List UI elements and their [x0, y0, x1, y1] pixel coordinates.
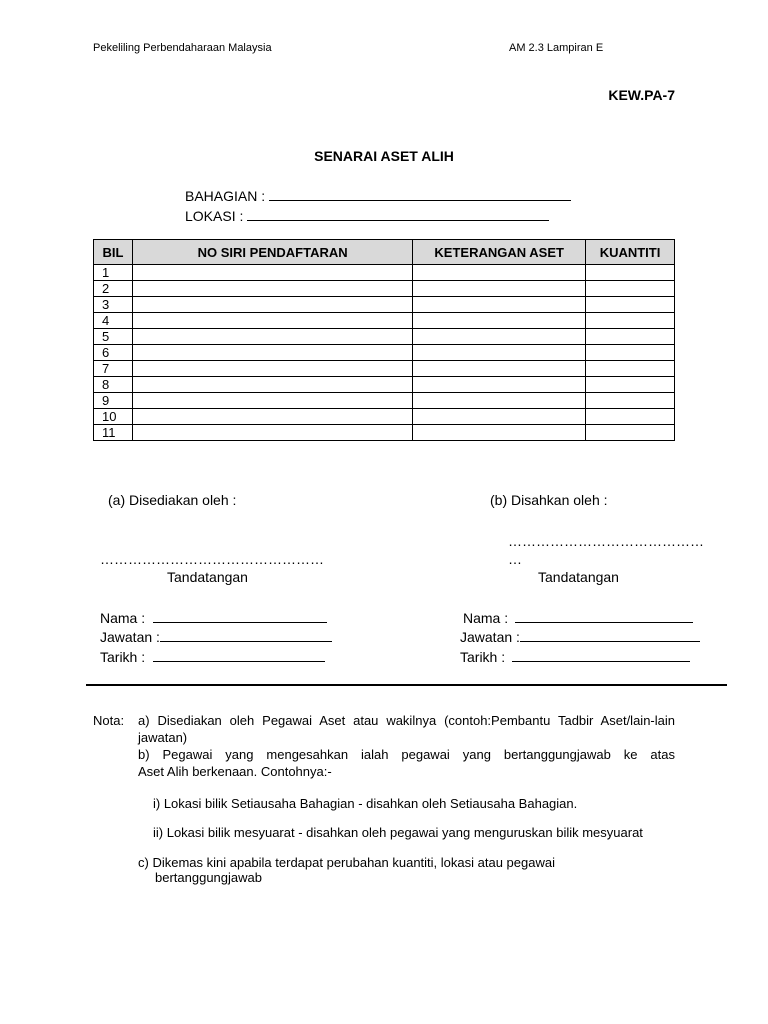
col-header-bil: BIL — [94, 240, 133, 265]
bahagian-blank — [269, 186, 571, 201]
row-number: 3 — [94, 297, 133, 313]
no-siri-cell — [132, 361, 412, 377]
table-row — [94, 281, 675, 297]
col-header-kuantiti: KUANTITI — [586, 240, 675, 265]
table-row — [94, 425, 675, 441]
row-number: 1 — [94, 265, 133, 281]
no-siri-cell — [132, 425, 412, 441]
asset-table — [93, 239, 675, 441]
no-siri-cell — [132, 409, 412, 425]
bahagian-label: BAHAGIAN : — [185, 188, 266, 204]
note-a-line1: a) Disediakan oleh Pegawai Aset atau wakilnya (contoh:Pembantu Tadbir Aset/lain-lain — [138, 713, 675, 728]
approved-tarikh-field — [460, 647, 690, 665]
no-siri-cell — [132, 329, 412, 345]
row-number: 11 — [94, 425, 133, 441]
approved-jawatan-field — [460, 627, 700, 645]
kuantiti-cell — [586, 377, 675, 393]
prepared-nama-blank — [153, 608, 327, 623]
lokasi-field — [185, 206, 549, 224]
header-right: AM 2.3 Lampiran E — [509, 42, 604, 54]
keterangan-cell — [413, 361, 586, 377]
col-header-no-siri: NO SIRI PENDAFTARAN — [132, 240, 412, 265]
form-code: KEW.PA-7 — [608, 87, 675, 103]
lokasi-blank — [247, 206, 549, 221]
table-header-row — [94, 240, 675, 265]
kuantiti-cell — [586, 345, 675, 361]
approved-tarikh-label: Tarikh : — [460, 649, 506, 665]
keterangan-cell — [413, 265, 586, 281]
section-divider — [86, 684, 727, 686]
prepared-jawatan-label: Jawatan : — [100, 629, 160, 645]
prepared-tarikh-label: Tarikh : — [100, 649, 146, 665]
keterangan-cell — [413, 329, 586, 345]
approved-signature-dots: …………………………………… — [508, 533, 704, 549]
no-siri-cell — [132, 281, 412, 297]
table-row — [94, 361, 675, 377]
document-title: SENARAI ASET ALIH — [314, 148, 454, 164]
keterangan-cell — [413, 345, 586, 361]
row-number: 6 — [94, 345, 133, 361]
kuantiti-cell — [586, 409, 675, 425]
kuantiti-cell — [586, 425, 675, 441]
no-siri-cell — [132, 297, 412, 313]
note-a-line2: jawatan) — [138, 730, 188, 745]
keterangan-cell — [413, 409, 586, 425]
row-number: 5 — [94, 329, 133, 345]
approved-by-heading: (b) Disahkan oleh : — [490, 492, 608, 508]
table-row — [94, 377, 675, 393]
keterangan-cell — [413, 281, 586, 297]
row-number: 9 — [94, 393, 133, 409]
prepared-nama-field — [100, 608, 327, 626]
keterangan-cell — [413, 297, 586, 313]
approved-signature-caption: Tandatangan — [538, 569, 619, 585]
row-number: 8 — [94, 377, 133, 393]
table-row — [94, 345, 675, 361]
note-b-line1: b) Pegawai yang mengesahkan ialah pegawai yang bertanggungjawab ke atas — [138, 747, 675, 762]
prepared-nama-label: Nama : — [100, 610, 146, 626]
note-example-i: i) Lokasi bilik Setiausaha Bahagian - disahkan oleh Setiausaha Bahagian. — [153, 796, 578, 811]
no-siri-cell — [132, 265, 412, 281]
col-header-keterangan: KETERANGAN ASET — [413, 240, 586, 265]
approved-jawatan-blank — [520, 627, 700, 642]
note-c-line1: c) Dikemas kini apabila terdapat perubahan kuantiti, lokasi atau pegawai — [138, 855, 555, 870]
approved-nama-field — [463, 608, 693, 626]
kuantiti-cell — [586, 265, 675, 281]
note-example-ii: ii) Lokasi bilik mesyuarat - disahkan oleh pegawai yang menguruskan bilik mesyuarat — [153, 825, 643, 840]
header-left: Pekeliling Perbendaharaan Malaysia — [93, 42, 272, 54]
prepared-signature-dots: ………………………………………… — [100, 551, 324, 567]
approved-nama-label: Nama : — [463, 610, 509, 626]
table-row — [94, 313, 675, 329]
keterangan-cell — [413, 393, 586, 409]
approved-tarikh-blank — [512, 647, 690, 662]
bahagian-field — [185, 186, 571, 204]
prepared-jawatan-blank — [160, 627, 332, 642]
table-row — [94, 329, 675, 345]
prepared-tarikh-blank — [153, 647, 325, 662]
no-siri-cell — [132, 393, 412, 409]
keterangan-cell — [413, 377, 586, 393]
note-c-line2: bertanggungjawab — [155, 870, 262, 885]
approved-signature-dots-wrap: … — [508, 551, 522, 567]
kuantiti-cell — [586, 361, 675, 377]
prepared-jawatan-field — [100, 627, 332, 645]
lokasi-label: LOKASI : — [185, 208, 244, 224]
approved-nama-blank — [515, 608, 693, 623]
kuantiti-cell — [586, 297, 675, 313]
row-number: 7 — [94, 361, 133, 377]
table-row — [94, 409, 675, 425]
notes-label: Nota: — [93, 713, 125, 728]
row-number: 2 — [94, 281, 133, 297]
prepared-tarikh-field — [100, 647, 325, 665]
no-siri-cell — [132, 313, 412, 329]
no-siri-cell — [132, 345, 412, 361]
table-row — [94, 393, 675, 409]
prepared-by-heading: (a) Disediakan oleh : — [108, 492, 237, 508]
kuantiti-cell — [586, 393, 675, 409]
keterangan-cell — [413, 313, 586, 329]
approved-jawatan-label: Jawatan : — [460, 629, 520, 645]
row-number: 10 — [94, 409, 133, 425]
keterangan-cell — [413, 425, 586, 441]
no-siri-cell — [132, 377, 412, 393]
note-b-line2: Aset Alih berkenaan. Contohnya:- — [138, 764, 332, 779]
kuantiti-cell — [586, 313, 675, 329]
prepared-signature-caption: Tandatangan — [167, 569, 248, 585]
kuantiti-cell — [586, 281, 675, 297]
row-number: 4 — [94, 313, 133, 329]
table-row — [94, 297, 675, 313]
table-row — [94, 265, 675, 281]
kuantiti-cell — [586, 329, 675, 345]
